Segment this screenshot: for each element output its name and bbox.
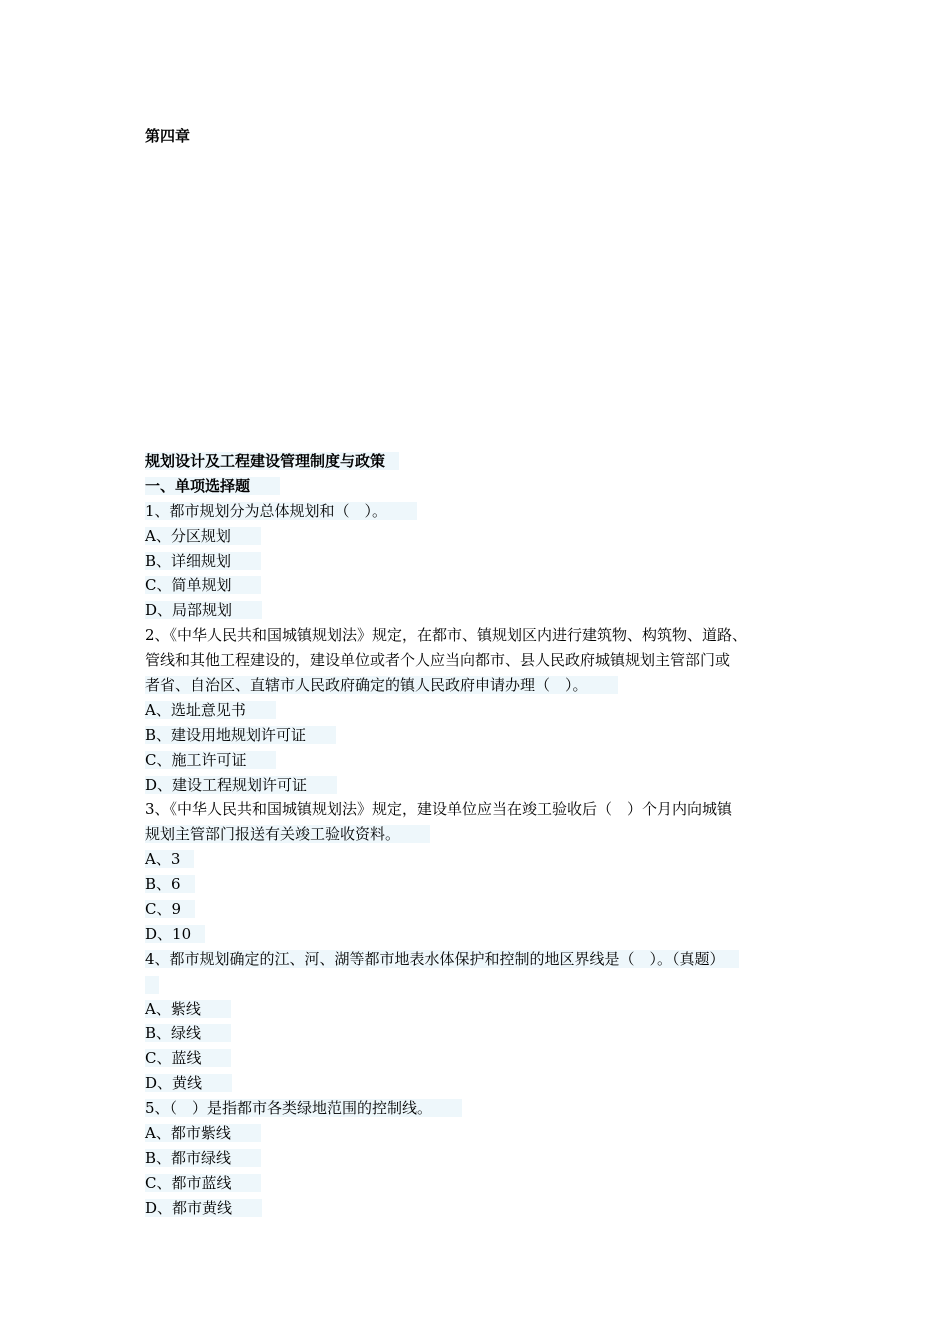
answer-option: C、蓝线 — [145, 1046, 825, 1071]
question-stem: 4、都市规划确定的江、河、湖等都市地表水体保护和控制的地区界线是（ ）。（真题） — [145, 947, 825, 972]
question-stem: 5、（ ）是指都市各类绿地范围的控制线。 — [145, 1096, 825, 1121]
answer-option: D、建设工程规划许可证 — [145, 773, 825, 798]
question-stem: 者省、自治区、直辖市人民政府确定的镇人民政府申请办理（ ）。 — [145, 673, 825, 698]
question-stem: 管线和其他工程建设的，建设单位或者个人应当向都市、县人民政府城镇规划主管部门或 — [145, 651, 731, 670]
question-stem: 3、《中华人民共和国城镇规划法》规定，建设单位应当在竣工验收后（ ）个月内向城镇 — [145, 800, 733, 819]
answer-option: A、选址意见书 — [145, 698, 825, 723]
answer-option: A、都市紫线 — [145, 1121, 825, 1146]
answer-option: C、9 — [145, 897, 825, 922]
answer-option: A、紫线 — [145, 997, 825, 1022]
answer-option: B、6 — [145, 872, 825, 897]
answer-option: B、都市绿线 — [145, 1146, 825, 1171]
blank-line — [145, 972, 825, 997]
chapter-heading: 第四章 — [145, 127, 191, 145]
answer-option: D、局部规划 — [145, 598, 825, 623]
question-content — [145, 449, 825, 1221]
answer-option: D、都市黄线 — [145, 1196, 825, 1221]
question-stem: 规划主管部门报送有关竣工验收资料。 — [145, 822, 825, 847]
answer-option: C、施工许可证 — [145, 748, 825, 773]
part-title: 一、单项选择题 — [145, 474, 825, 499]
answer-option: B、绿线 — [145, 1021, 825, 1046]
answer-option: B、建设用地规划许可证 — [145, 723, 825, 748]
answer-option: C、简单规划 — [145, 573, 825, 598]
answer-option: D、10 — [145, 922, 825, 947]
highlight-marker — [145, 976, 159, 994]
answer-option: A、3 — [145, 847, 825, 872]
question-stem: 2、《中华人民共和国城镇规划法》规定，在都市、镇规划区内进行建筑物、构筑物、道路、 — [145, 626, 748, 645]
answer-option: A、分区规划 — [145, 524, 825, 549]
section-title: 规划设计及工程建设管理制度与政策 — [145, 449, 825, 474]
answer-option: D、黄线 — [145, 1071, 825, 1096]
question-stem: 1、都市规划分为总体规划和（ ）。 — [145, 499, 825, 524]
answer-option: C、都市蓝线 — [145, 1171, 825, 1196]
answer-option: B、详细规划 — [145, 549, 825, 574]
